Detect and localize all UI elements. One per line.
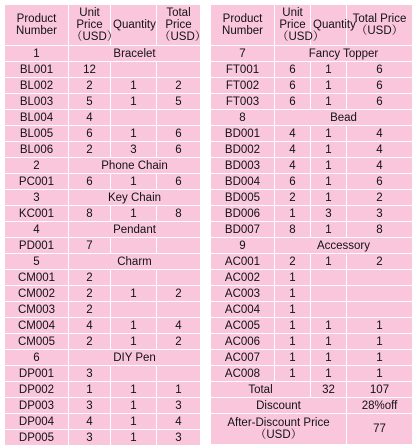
category-name-cell: Phone Chain: [69, 158, 201, 174]
table-row: [211, 94, 413, 110]
unit-price-cell: 3: [69, 366, 111, 382]
category-name-cell: Charm: [69, 254, 201, 270]
quantity-cell: 1: [311, 94, 347, 110]
after-discount-label-cell: After-Discount Price（USD）: [211, 414, 347, 445]
category-name-cell: DIY Pen: [69, 350, 201, 366]
product-number-cell: AC006: [211, 334, 275, 350]
quantity-cell: [111, 270, 157, 286]
category-number-cell: 6: [5, 350, 69, 366]
table-row: [211, 126, 413, 142]
header-unit-price: Unit Price（USD）: [69, 5, 111, 46]
table-row: [211, 78, 413, 94]
header-row: [5, 5, 201, 46]
header-quantity: Quantity: [311, 5, 347, 46]
total-price-cell: 4: [157, 318, 201, 334]
total-price-cell: 2: [157, 334, 201, 350]
quantity-cell: [111, 62, 157, 78]
total-price-cell: 5: [157, 94, 201, 110]
product-number-cell: CM001: [5, 270, 69, 286]
unit-price-cell: 2: [69, 334, 111, 350]
unit-price-cell: 2: [69, 78, 111, 94]
product-number-cell: BL001: [5, 62, 69, 78]
product-number-cell: BL003: [5, 94, 69, 110]
unit-price-cell: 6: [275, 78, 311, 94]
unit-price-cell: 4: [275, 142, 311, 158]
quantity-cell: [111, 238, 157, 254]
product-number-cell: FT003: [211, 94, 275, 110]
table-row: [211, 158, 413, 174]
category-row: [5, 350, 201, 366]
total-price-cell: 4: [347, 158, 413, 174]
product-number-cell: PC001: [5, 174, 69, 190]
product-number-cell: BL002: [5, 78, 69, 94]
table-row: [211, 62, 413, 78]
total-price-cell: 6: [347, 174, 413, 190]
table-row: [211, 302, 413, 318]
unit-price-cell: 1: [275, 350, 311, 366]
quantity-cell: 1: [311, 142, 347, 158]
product-number-cell: BD007: [211, 222, 275, 238]
unit-price-cell: 2: [275, 190, 311, 206]
quantity-cell: 1: [311, 318, 347, 334]
unit-price-cell: 6: [69, 174, 111, 190]
product-number-cell: DP003: [5, 398, 69, 414]
total-price-cell: 4: [157, 414, 201, 430]
unit-price-cell: 2: [69, 142, 111, 158]
header-total-price: Total Price（USD）: [347, 5, 413, 46]
quantity-cell: [311, 286, 347, 302]
table-row: [211, 366, 413, 382]
quantity-cell: 1: [311, 366, 347, 382]
unit-price-cell: 8: [69, 206, 111, 222]
total-price-cell: 6: [347, 78, 413, 94]
quantity-cell: [311, 270, 347, 286]
unit-price-cell: 1: [275, 286, 311, 302]
category-row: [5, 158, 201, 174]
header-row: [211, 5, 413, 46]
total-price-cell: 1: [347, 318, 413, 334]
category-number-cell: 4: [5, 222, 69, 238]
unit-price-cell: 7: [69, 238, 111, 254]
table-row: [5, 174, 201, 190]
unit-price-cell: 1: [69, 382, 111, 398]
product-number-cell: AC008: [211, 366, 275, 382]
discount-label-cell: Discount: [211, 398, 347, 414]
table-row: [5, 126, 201, 142]
table-row: [5, 238, 201, 254]
total-label-cell: Total: [211, 382, 311, 398]
quantity-cell: 1: [111, 94, 157, 110]
quantity-cell: [111, 302, 157, 318]
total-price-cell: [157, 366, 201, 382]
product-number-cell: BL006: [5, 142, 69, 158]
unit-price-cell: 1: [275, 206, 311, 222]
product-number-cell: BD002: [211, 142, 275, 158]
total-price-cell: [347, 302, 413, 318]
total-price-cell: 4: [347, 126, 413, 142]
total-price-cell: [157, 302, 201, 318]
category-row: [5, 222, 201, 238]
unit-price-cell: 1: [275, 366, 311, 382]
header-total-price: Total Price（USD）: [157, 5, 201, 46]
category-name-cell: Accessory: [275, 238, 413, 254]
quantity-cell: 3: [311, 206, 347, 222]
table-row: [5, 94, 201, 110]
total-price-cell: 2: [157, 286, 201, 302]
unit-price-cell: 2: [69, 270, 111, 286]
product-number-cell: AC003: [211, 286, 275, 302]
table-row: [5, 62, 201, 78]
product-number-cell: BD006: [211, 206, 275, 222]
category-name-cell: Bracelet: [69, 46, 201, 62]
unit-price-cell: 8: [275, 222, 311, 238]
category-name-cell: Pendant: [69, 222, 201, 238]
total-price-cell: [347, 286, 413, 302]
unit-price-cell: 4: [69, 110, 111, 126]
quantity-cell: 1: [111, 414, 157, 430]
quantity-cell: 1: [111, 126, 157, 142]
total-row: [211, 382, 413, 398]
total-price-cell: 4: [347, 142, 413, 158]
total-price-cell: 6: [157, 174, 201, 190]
total-price-cell: 3: [347, 206, 413, 222]
category-number-cell: 8: [211, 110, 275, 126]
unit-price-cell: 1: [275, 302, 311, 318]
table-row: [211, 254, 413, 270]
table-row: [5, 286, 201, 302]
table-row: [5, 302, 201, 318]
quantity-cell: 1: [311, 174, 347, 190]
category-row: [5, 46, 201, 62]
unit-price-cell: 4: [275, 158, 311, 174]
right-product-table: [210, 4, 413, 445]
unit-price-cell: 4: [69, 318, 111, 334]
category-name-cell: Key Chain: [69, 190, 201, 206]
table-row: [5, 142, 201, 158]
unit-price-cell: 6: [275, 94, 311, 110]
product-number-cell: CM004: [5, 318, 69, 334]
category-number-cell: 2: [5, 158, 69, 174]
total-price-cell: [157, 110, 201, 126]
table-row: [5, 382, 201, 398]
product-number-cell: AC005: [211, 318, 275, 334]
quantity-cell: [111, 110, 157, 126]
after-discount-row: [211, 414, 413, 445]
quantity-cell: [311, 302, 347, 318]
product-number-cell: CM005: [5, 334, 69, 350]
category-name-cell: Fancy Topper: [275, 46, 413, 62]
product-number-cell: BL004: [5, 110, 69, 126]
total-price-cell: 2: [347, 254, 413, 270]
table-row: [211, 174, 413, 190]
product-number-cell: CM003: [5, 302, 69, 318]
unit-price-cell: 4: [69, 414, 111, 430]
unit-price-cell: 2: [275, 254, 311, 270]
total-price-cell: 8: [347, 222, 413, 238]
table-row: [5, 318, 201, 334]
header-quantity: Quantity: [111, 5, 157, 46]
table-row: [5, 398, 201, 414]
quantity-cell: 1: [311, 222, 347, 238]
product-number-cell: FT001: [211, 62, 275, 78]
table-row: [211, 190, 413, 206]
quantity-cell: [111, 366, 157, 382]
category-row: [211, 46, 413, 62]
total-price-cell: 2: [157, 78, 201, 94]
unit-price-cell: 2: [69, 302, 111, 318]
total-price-cell: 3: [157, 430, 201, 446]
category-row: [211, 110, 413, 126]
quantity-cell: 1: [311, 62, 347, 78]
discount-value-cell: 28%off: [347, 398, 413, 414]
product-number-cell: BD004: [211, 174, 275, 190]
product-number-cell: CM002: [5, 286, 69, 302]
unit-price-cell: 2: [69, 286, 111, 302]
table-row: [211, 142, 413, 158]
product-number-cell: BD003: [211, 158, 275, 174]
product-number-cell: DP002: [5, 382, 69, 398]
total-price-cell: 1: [347, 350, 413, 366]
total-price-cell: [347, 270, 413, 286]
category-name-cell: Bead: [275, 110, 413, 126]
table-row: [5, 334, 201, 350]
header-product-number: Product Number: [211, 5, 275, 46]
header-unit-price: Unit Price（USD）: [275, 5, 311, 46]
quantity-cell: 1: [111, 398, 157, 414]
total-price-cell: 1: [347, 366, 413, 382]
product-number-cell: DP001: [5, 366, 69, 382]
unit-price-cell: 4: [275, 126, 311, 142]
category-number-cell: 5: [5, 254, 69, 270]
category-row: [5, 190, 201, 206]
category-number-cell: 7: [211, 46, 275, 62]
discount-row: [211, 398, 413, 414]
table-row: [5, 78, 201, 94]
quantity-cell: 1: [311, 126, 347, 142]
quantity-cell: 1: [311, 78, 347, 94]
after-discount-value-cell: 77: [347, 414, 413, 445]
quantity-cell: 1: [311, 190, 347, 206]
unit-price-cell: 6: [275, 174, 311, 190]
quantity-cell: 1: [111, 206, 157, 222]
header-product-number: Product Number: [5, 5, 69, 46]
table-row: [5, 366, 201, 382]
unit-price-cell: 1: [275, 270, 311, 286]
product-number-cell: AC002: [211, 270, 275, 286]
product-number-cell: BD005: [211, 190, 275, 206]
product-number-cell: AC004: [211, 302, 275, 318]
table-row: [211, 270, 413, 286]
total-price-cell: 6: [347, 62, 413, 78]
category-number-cell: 1: [5, 46, 69, 62]
unit-price-cell: 1: [275, 318, 311, 334]
category-number-cell: 9: [211, 238, 275, 254]
quantity-cell: 1: [111, 174, 157, 190]
left-product-table: [4, 4, 207, 446]
total-price-cell: [157, 62, 201, 78]
table-row: [211, 206, 413, 222]
total-price-cell: 1: [347, 334, 413, 350]
product-number-cell: DP005: [5, 430, 69, 446]
unit-price-cell: 5: [69, 94, 111, 110]
table-row: [211, 318, 413, 334]
total-price-cell: 2: [347, 190, 413, 206]
unit-price-cell: 1: [275, 334, 311, 350]
total-price-cell: 6: [157, 142, 201, 158]
table-row: [211, 334, 413, 350]
order-sheet: [4, 4, 412, 444]
table-row: [5, 206, 201, 222]
total-price-cell: 3: [157, 398, 201, 414]
product-number-cell: AC001: [211, 254, 275, 270]
quantity-cell: 3: [111, 142, 157, 158]
product-number-cell: AC007: [211, 350, 275, 366]
total-price-cell: [157, 238, 201, 254]
category-row: [211, 238, 413, 254]
table-row: [211, 286, 413, 302]
total-price-cell: 1: [157, 382, 201, 398]
table-row: [211, 222, 413, 238]
total-price-cell: 8: [157, 206, 201, 222]
table-row: [211, 350, 413, 366]
table-row: [5, 414, 201, 430]
product-number-cell: BD001: [211, 126, 275, 142]
table-row: [5, 110, 201, 126]
quantity-cell: 1: [111, 334, 157, 350]
category-number-cell: 3: [5, 190, 69, 206]
unit-price-cell: 6: [69, 126, 111, 142]
table-row: [5, 430, 201, 446]
unit-price-cell: 3: [69, 430, 111, 446]
product-number-cell: BL005: [5, 126, 69, 142]
product-number-cell: FT002: [211, 78, 275, 94]
total-quantity-cell: 32: [311, 382, 347, 398]
quantity-cell: 1: [311, 158, 347, 174]
product-number-cell: PD001: [5, 238, 69, 254]
total-price-cell: 6: [157, 126, 201, 142]
unit-price-cell: 6: [275, 62, 311, 78]
total-price-cell: [157, 270, 201, 286]
quantity-cell: 1: [111, 430, 157, 446]
quantity-cell: 1: [311, 350, 347, 366]
total-price-cell: 107: [347, 382, 413, 398]
quantity-cell: 1: [111, 286, 157, 302]
quantity-cell: 1: [311, 334, 347, 350]
quantity-cell: 1: [111, 318, 157, 334]
table-row: [5, 270, 201, 286]
category-row: [5, 254, 201, 270]
quantity-cell: 1: [111, 382, 157, 398]
unit-price-cell: 3: [69, 398, 111, 414]
unit-price-cell: 12: [69, 62, 111, 78]
quantity-cell: 1: [311, 254, 347, 270]
product-number-cell: DP004: [5, 414, 69, 430]
product-number-cell: KC001: [5, 206, 69, 222]
quantity-cell: 1: [111, 78, 157, 94]
total-price-cell: 6: [347, 94, 413, 110]
